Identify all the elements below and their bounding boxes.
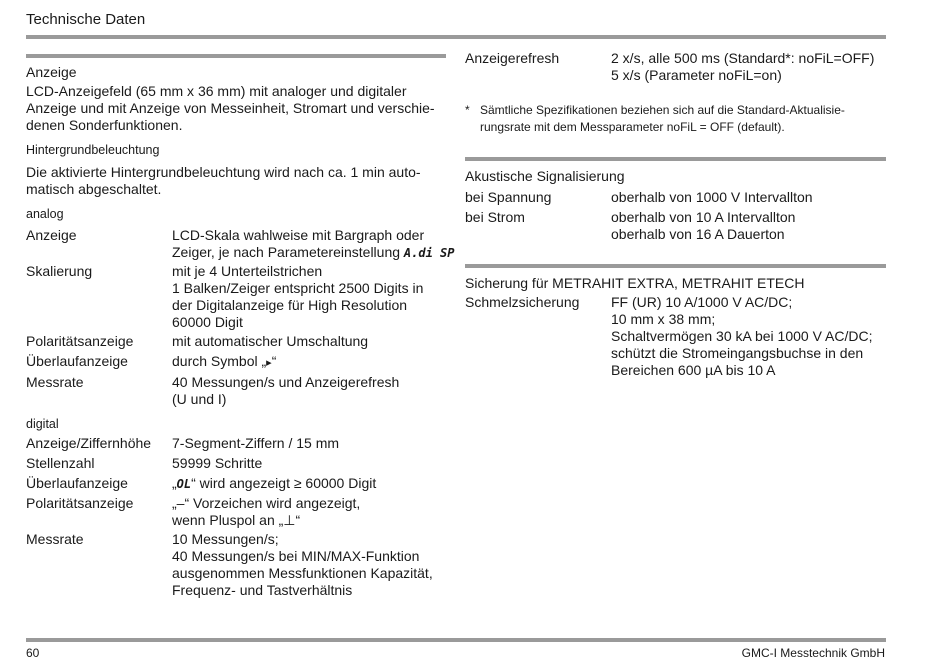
akustik-row-value: oberhalb von 10 A Intervallton oberhalb von 16 A Dauerton	[611, 209, 796, 242]
digital-row-value: 59999 Schritte	[172, 455, 263, 471]
digital-row-label: Anzeige/Ziffernhöhe	[26, 435, 152, 451]
anzeige-text-line-1: LCD-Anzeigefeld (65 mm x 36 mm) mit analoger und digitaler	[26, 83, 407, 99]
hintergrund-heading: Hintergrundbeleuchtung	[26, 143, 160, 157]
digital-row-value: 7-Segment-Ziffern / 15 mm	[172, 435, 340, 451]
akustik-row-label: bei Strom	[465, 209, 525, 225]
analog-heading: analog	[26, 207, 64, 221]
digital-heading: digital	[26, 417, 59, 431]
analog-row-value: LCD-Skala wahlweise mit Bargraph oder Zeiger, je nach Parametereinstellung A.di SP	[172, 227, 455, 260]
anzeige-text-line-3: denen Sonderfunktionen.	[26, 117, 183, 133]
analog-row-label: Skalierung	[26, 263, 93, 279]
digital-row-label: Messrate	[26, 531, 84, 547]
sicherung-heading: Sicherung für METRAHIT EXTRA, METRAHIT ETECH	[465, 275, 805, 291]
akustik-heading: Akustische Signalisierung	[465, 168, 625, 184]
sicherung-rule	[465, 264, 886, 268]
header-rule	[26, 35, 886, 39]
analog-row-value: 40 Messungen/s und Anzeigerefresh (U und I)	[172, 374, 400, 407]
digital-row-value: 10 Messungen/s; 40 Messungen/s bei MIN/MAX-Funktion ausgenommen Messfunktionen Kapazität, Frequenz- und Tastverhältnis	[172, 531, 433, 598]
sicherung-label: Schmelzsicherung	[465, 294, 580, 310]
page-header-title: Technische Daten	[26, 11, 146, 28]
footer-company: GMC-I Messtechnik GmbH	[741, 646, 885, 660]
footer-rule	[26, 638, 886, 642]
analog-row-label: Überlaufanzeige	[26, 353, 128, 369]
akustik-row-value: oberhalb von 1000 V Intervallton	[611, 189, 813, 205]
analog-row-label: Polaritätsanzeige	[26, 333, 134, 349]
anzeige-rule	[26, 54, 446, 58]
overflow-arrow-icon: ▸	[266, 357, 272, 369]
digital-row-value: „OL“ wird angezeigt ≥ 60000 Digit	[172, 475, 377, 491]
sicherung-value: FF (UR) 10 A/1000 V AC/DC; 10 mm x 38 mm; Schaltvermögen 30 kA bei 1000 V AC/DC; schützt die Stromeingangsbuchse in den Bereichen 600 µA bis 10 A	[611, 294, 873, 378]
hintergrund-text-line-2: matisch abgeschaltet.	[26, 181, 162, 197]
digital-row-label: Stellenzahl	[26, 455, 95, 471]
anzeige-heading: Anzeige	[26, 64, 77, 80]
segment-display-text: OL	[176, 477, 192, 491]
digital-row-label: Überlaufanzeige	[26, 475, 128, 491]
footnote-text: Sämtliche Spezifikationen beziehen sich auf die Standard-Aktualisie- rungsrate mit dem Messparameter noFiL = OFF (default).	[480, 103, 845, 134]
refresh-value: 2 x/s, alle 500 ms (Standard*: noFiL=OFF) 5 x/s (Parameter noFiL=on)	[611, 50, 875, 83]
refresh-label: Anzeigerefresh	[465, 50, 560, 66]
analog-row-value: mit je 4 Unterteilstrichen 1 Balken/Zeiger entspricht 2500 Digits in der Digitalanzeige für High Resolution 60000 Digit	[172, 263, 424, 330]
segment-display-text: A.di SP	[403, 246, 455, 260]
page-number: 60	[26, 646, 40, 660]
footnote-marker: *	[465, 103, 470, 117]
digital-row-label: Polaritätsanzeige	[26, 495, 134, 511]
akustik-row-label: bei Spannung	[465, 189, 552, 205]
analog-row-label: Anzeige	[26, 227, 77, 243]
digital-row-value: „–“ Vorzeichen wird angezeigt, wenn Pluspol an „⊥“	[172, 495, 361, 528]
hintergrund-text-line-1: Die aktivierte Hintergrundbeleuchtung wird nach ca. 1 min auto-	[26, 164, 421, 180]
analog-row-label: Messrate	[26, 374, 84, 390]
analog-row-value: mit automatischer Umschaltung	[172, 333, 369, 349]
analog-row-value: durch Symbol „▸“	[172, 353, 462, 372]
anzeige-text-line-2: Anzeige und mit Anzeige von Messeinheit, Stromart und verschie-	[26, 100, 435, 116]
akustik-rule	[465, 157, 886, 161]
